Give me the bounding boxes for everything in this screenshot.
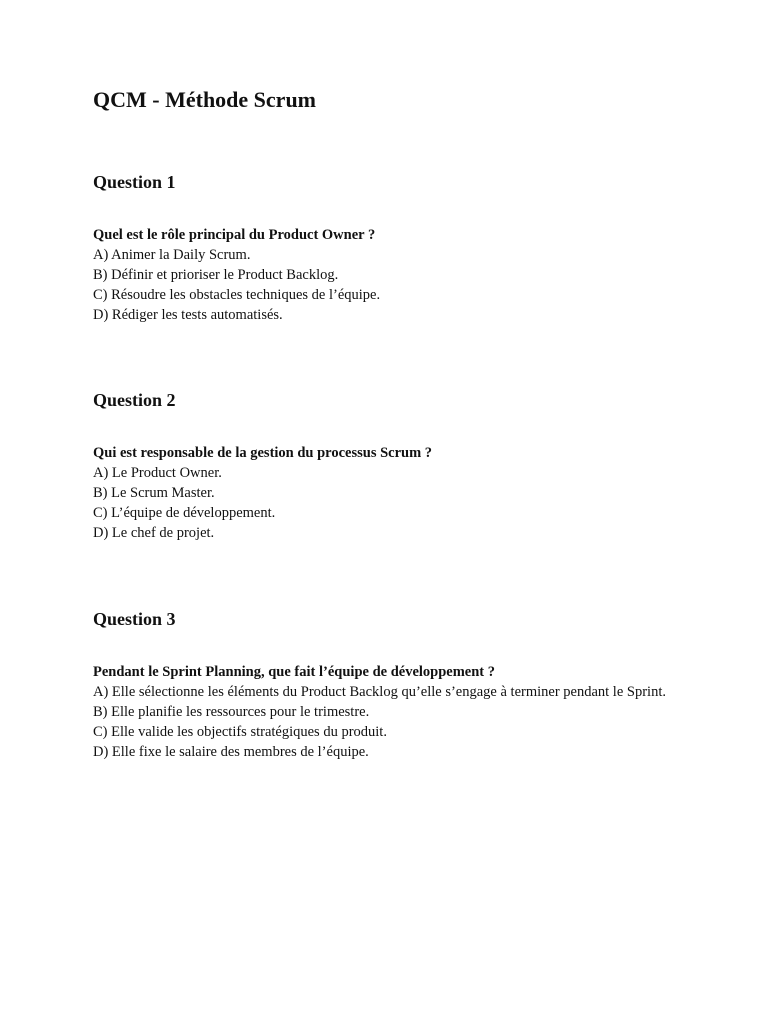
question-2-option-d: D) Le chef de projet. — [93, 525, 215, 541]
question-1-option-c: C) Résoudre les obstacles techniques de l’équipe. — [93, 287, 381, 303]
question-3-option-a: A) Elle sélectionne les éléments du Product Backlog qu’elle s’engage à terminer pendant le Sprint. — [93, 684, 666, 700]
question-1-block — [93, 225, 683, 325]
question-1-option-d: D) Rédiger les tests automatisés. — [93, 307, 283, 323]
question-2-heading: Question 2 — [93, 390, 176, 410]
question-2-text: Qui est responsable de la gestion du processus Scrum ? — [93, 445, 433, 461]
question-3-option-b: B) Elle planifie les ressources pour le trimestre. — [93, 704, 370, 720]
question-3-block — [93, 662, 683, 762]
question-1-option-a: A) Animer la Daily Scrum. — [93, 247, 251, 263]
question-1-option-b: B) Définir et prioriser le Product Backlog. — [93, 267, 339, 283]
question-2-option-b: B) Le Scrum Master. — [93, 485, 215, 501]
question-2-option-a: A) Le Product Owner. — [93, 465, 222, 481]
question-2-option-c: C) L’équipe de développement. — [93, 505, 276, 521]
question-2-block — [93, 443, 683, 543]
question-3-heading: Question 3 — [93, 609, 176, 629]
question-3-text: Pendant le Sprint Planning, que fait l’équipe de développement ? — [93, 664, 496, 680]
question-3-option-d: D) Elle fixe le salaire des membres de l’équipe. — [93, 744, 369, 760]
question-1-heading: Question 1 — [93, 172, 176, 192]
question-1-text: Quel est le rôle principal du Product Owner ? — [93, 227, 376, 243]
document-title: QCM - Méthode Scrum — [93, 87, 317, 112]
question-3-option-c: C) Elle valide les objectifs stratégiques du produit. — [93, 724, 387, 740]
